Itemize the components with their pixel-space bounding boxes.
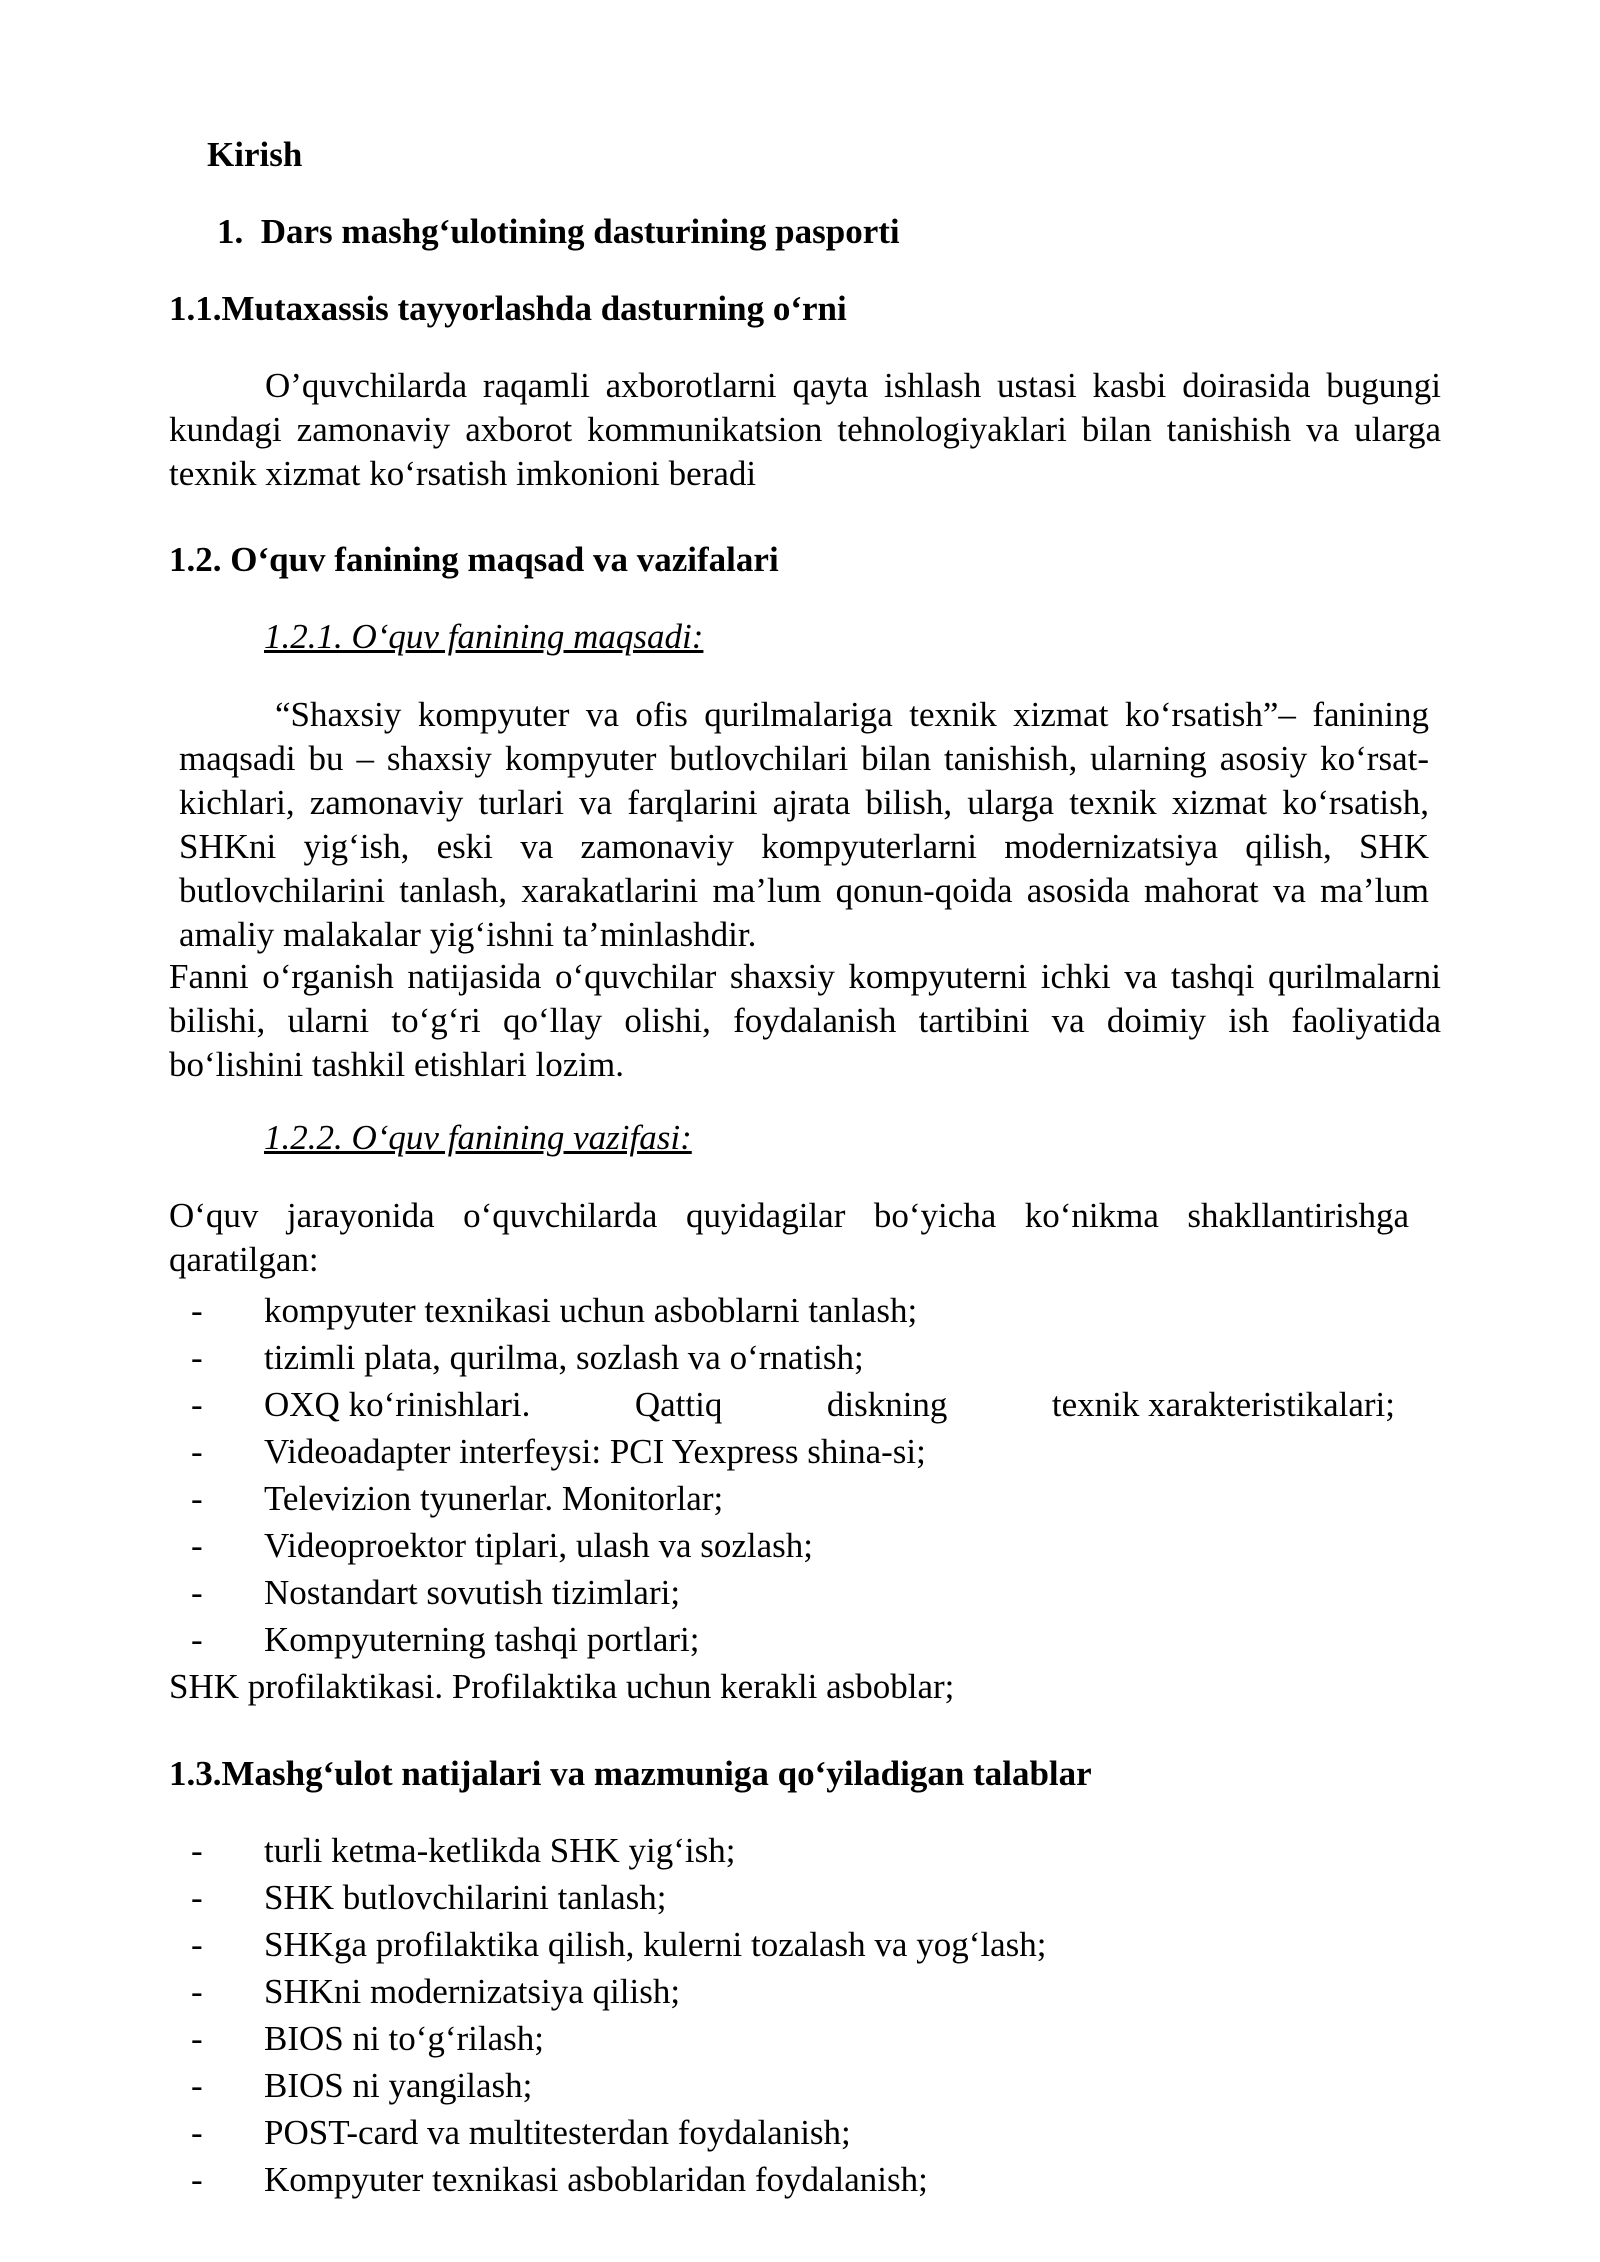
list-item: - Nostandart sovutish tizimlari; [169,1569,1429,1616]
list-item: - BIOS ni yangilash; [169,2062,1429,2109]
section-1-1-paragraph: O’quvchilarda raqamli axborotlarni qayta ishlash ustasi kasbi doirasida bugungi kundagi zamonaviy axborot kommunikatsion tehnologiyaklari bilan tanishish va ularga texnik xizmat ko‘rsatish imkonioni beradi [169,366,1441,493]
intro-heading: Kirish [207,135,303,174]
list-item: - Kompyuterning tashqi portlari; [169,1616,1429,1663]
list-dash: - [191,1831,203,1870]
list-item: - kompyuter texnikasi uchun asboblarni tanlash; [169,1287,1429,1334]
list-item: - turli ketma-ketlikda SHK yig‘ish; [169,1827,1429,1874]
oxq-item-text: OXQ ko‘rinishlari. Qattiq diskning texnik xarakteristikalari; [264,1385,1395,1424]
list-item: - POST-card va multitesterdan foydalanish; [169,2109,1429,2156]
section-1-heading [217,210,900,254]
list-item: - SHK butlovchilarini tanlash; [169,1874,1429,1921]
section-1-number: 1. [217,212,244,251]
list-dash: - [191,2113,203,2152]
list-item: - Kompyuter texnikasi asboblaridan foydalanish; [169,2156,1429,2203]
section-1-2-heading: 1.2. O‘quv fanining maqsad va vazifalari [169,540,779,579]
study-paragraph: Fanni o‘rganish natijasida o‘quvchilar shaxsiy kompyuterni ichki va tashqi qurilmalarni bilishi, ularni to‘g‘ri qo‘llay olishi, foydalanish tartibini va doimiy ish faoliyatida bo‘lishini tashkil etishlari lozim. [169,957,1441,1084]
list-dash: - [191,2160,203,2199]
section-1-3-heading: 1.3.Mashg‘ulot natijalari va mazmuniga qo‘yiladigan talablar [169,1754,1092,1793]
section-1-title: Dars mashg‘ulotining dasturining pasporti [260,212,900,251]
task-list [169,1287,1429,1663]
task-subheading: 1.2.2. O‘quv fanining vazifasi: [264,1118,692,1157]
list-item: - Videoproektor tiplari, ulash va sozlash; [169,1522,1429,1569]
list-item: - Videoadapter interfeysi: PCI Yexpress shina-si; [169,1428,1429,1475]
list-item: - tizimli plata, qurilma, sozlash va o‘rnatish; [169,1334,1429,1381]
list-dash: - [191,1385,203,1424]
goal-paragraph: “Shaxsiy kompyuter va ofis qurilmalariga texnik xizmat ko‘rsatish”– fanining maqsadi bu – shaxsiy kompyuter butlovchilari bilan tanishish, ularning asosiy ko‘rsat-kichlari, zamonaviy turlari va farqlarini ajrata bilish, ularga texnik xizmat ko‘rsatish, SHKni yig‘ish, eski va zamonaviy kompyuterlarni modernizatsiya qilish, SHK butlovchilarini tanlash, xarakatlarini ma’lum qonun-qoida asosida mahorat va ma’lum amaliy malakalar yig‘ishni ta’minlashdir. [179,695,1429,954]
section-1-1-heading: 1.1.Mutaxassis tayyorlashda dasturning o‘rni [169,289,847,328]
list-dash: - [191,1620,203,1659]
list-dash: - [191,1432,203,1471]
task-intro-paragraph: O‘quv jarayonida o‘quvchilarda quyidagilar bo‘yicha ko‘nikma shakllantirishga qaratilgan: [169,1196,1409,1279]
list-dash: - [191,1526,203,1565]
list-dash: - [191,2019,203,2058]
list-item: - Televizion tyunerlar. Monitorlar; [169,1475,1429,1522]
list-item: - SHKni modernizatsiya qilish; [169,1968,1429,2015]
list-dash: - [191,1291,203,1330]
list-dash: - [191,1573,203,1612]
list-item [169,1381,1429,1428]
list-dash: - [191,1338,203,1377]
list-dash: - [191,1925,203,1964]
list-item: - SHKga profilaktika qilish, kulerni tozalash va yog‘lash; [169,1921,1429,1968]
goal-subheading: 1.2.1. O‘quv fanining maqsadi: [264,617,704,656]
requirements-list [169,1827,1429,2203]
list-item: - BIOS ni to‘g‘rilash; [169,2015,1429,2062]
list-dash: - [191,1972,203,2011]
list-dash: - [191,1479,203,1518]
list-dash: - [191,2066,203,2105]
list-dash: - [191,1878,203,1917]
task-tail-line: SHK profilaktikasi. Profilaktika uchun kerakli asboblar; [169,1667,955,1706]
